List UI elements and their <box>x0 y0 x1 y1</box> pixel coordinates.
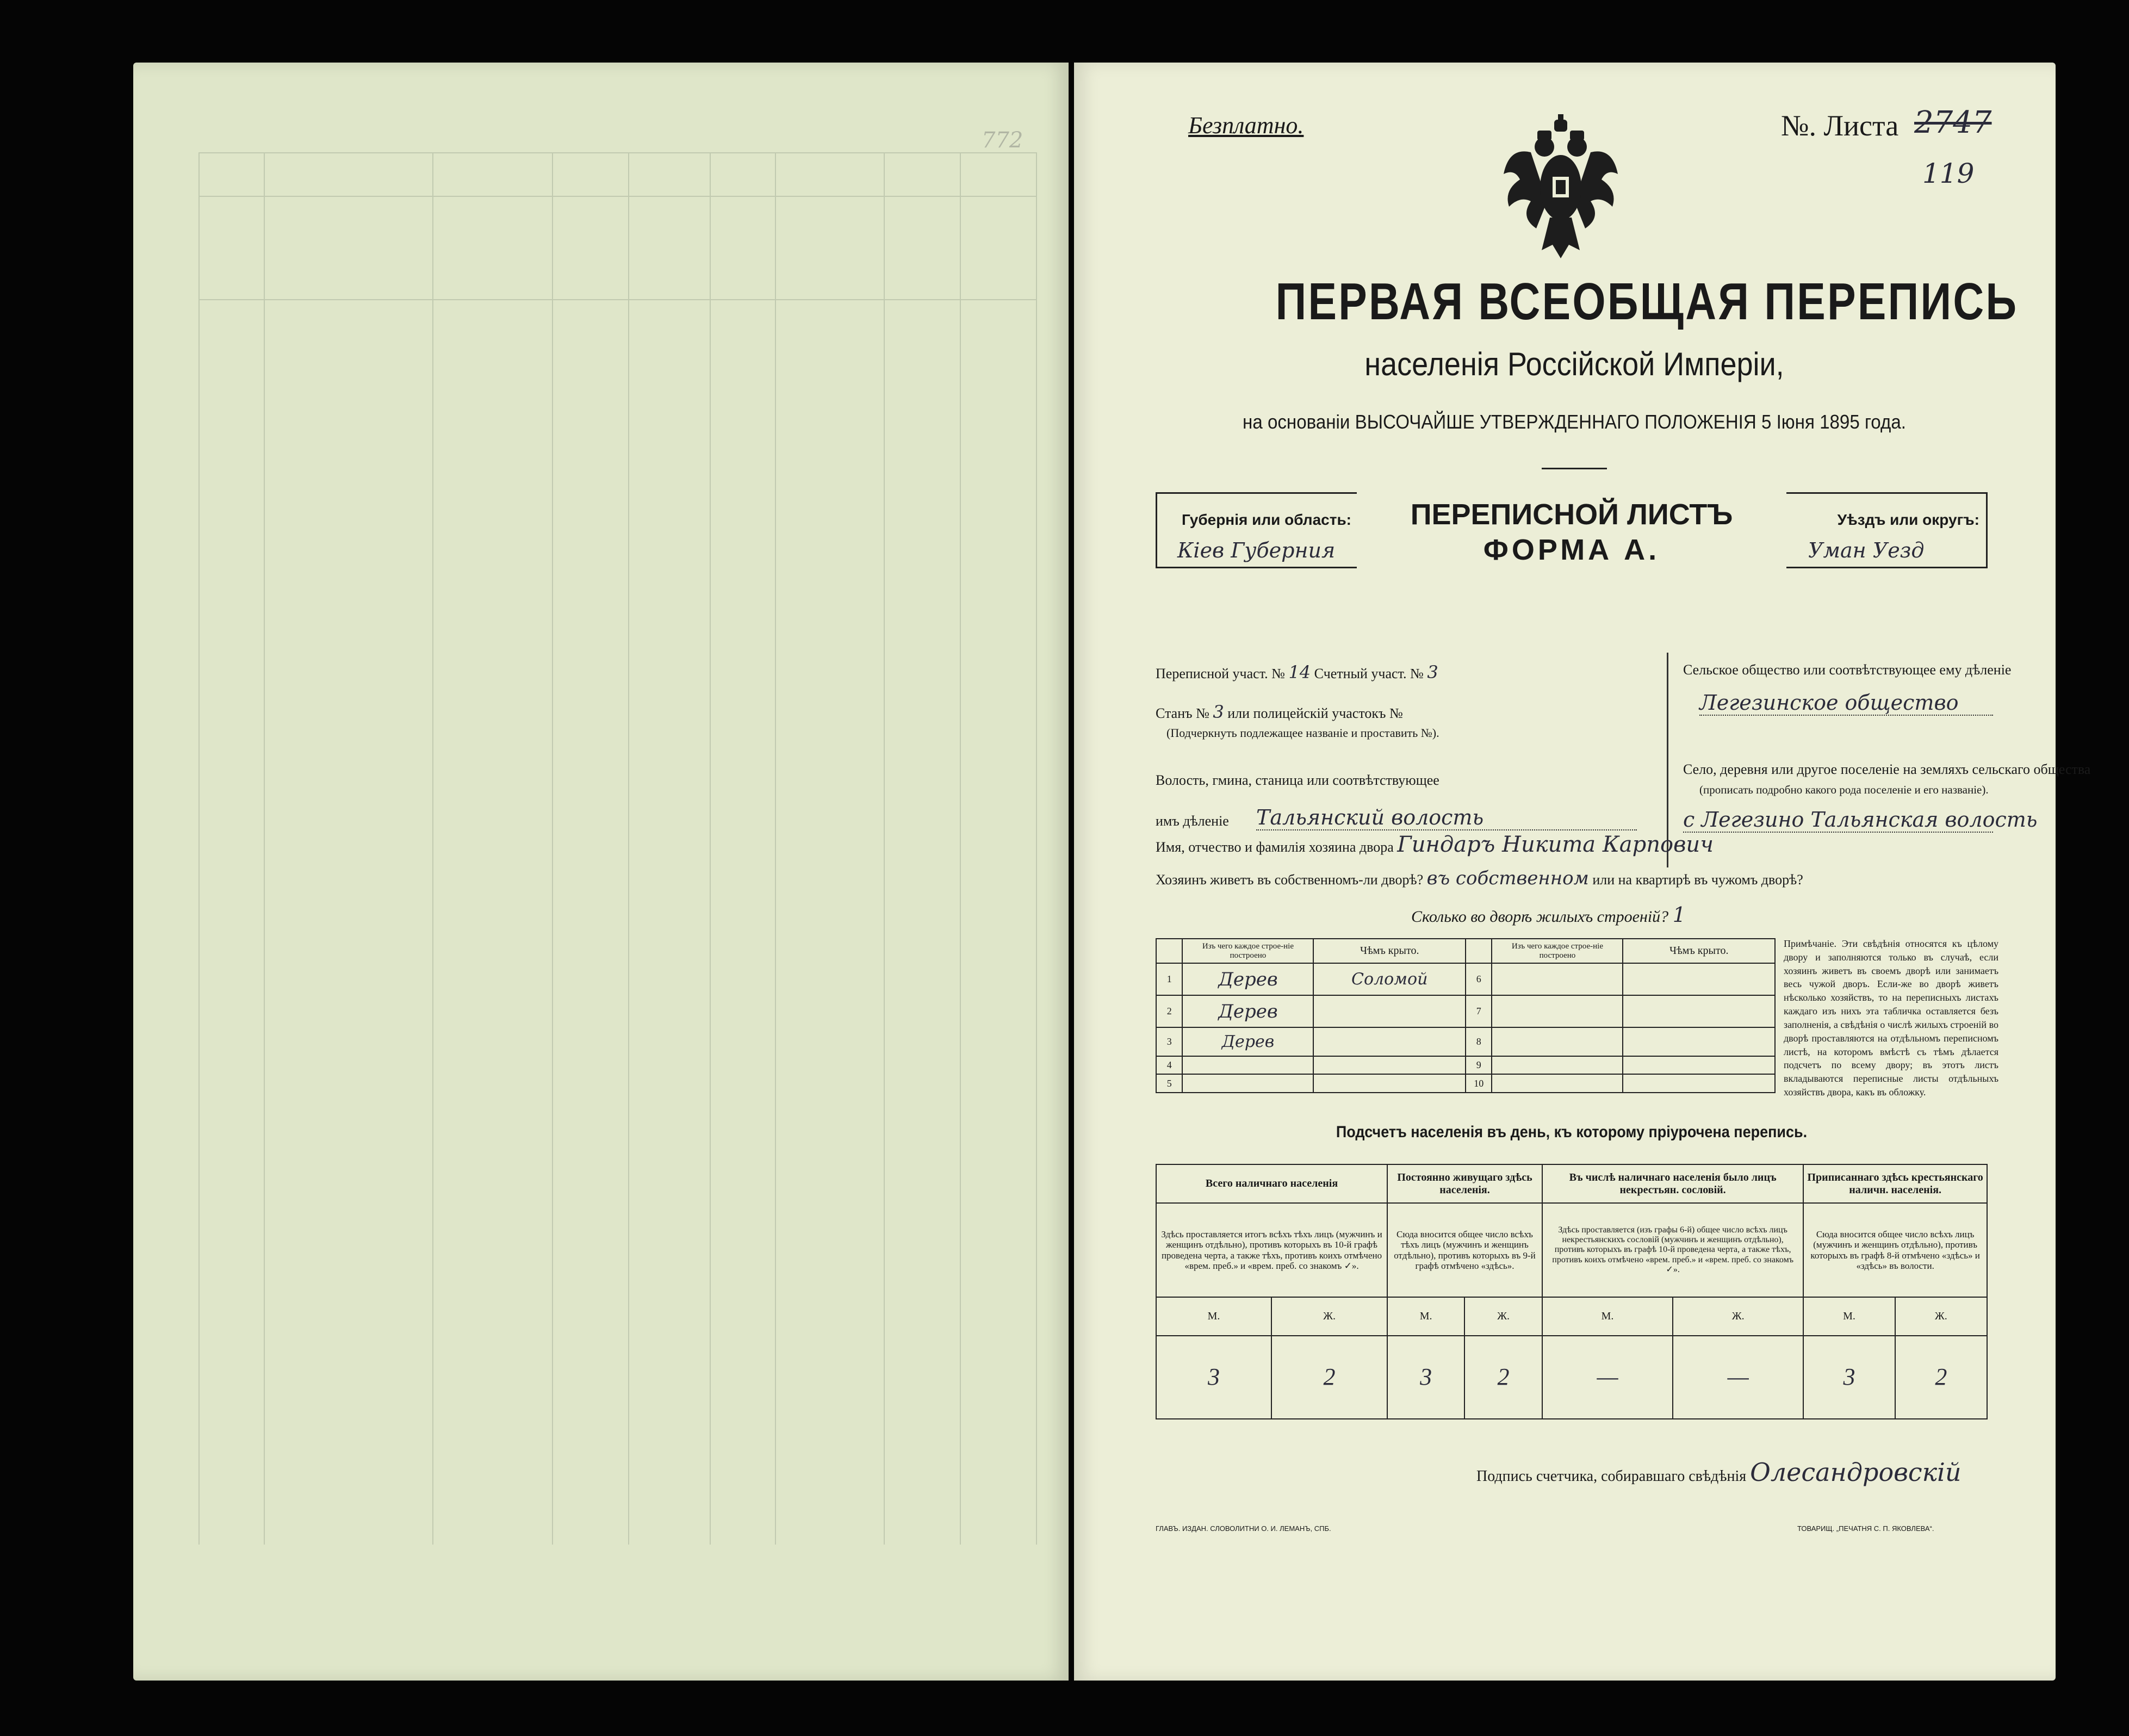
count-section-value: 3 <box>1427 662 1438 683</box>
stan-value: 3 <box>1213 702 1224 722</box>
female-label: Ж. <box>1464 1297 1542 1336</box>
bleed-through-grid <box>198 152 1036 1545</box>
row-number: 6 <box>1466 963 1492 995</box>
location-fields-left <box>1156 650 1656 846</box>
male-label: М. <box>1803 1297 1895 1336</box>
owner-lives-value: въ собственном <box>1426 867 1589 889</box>
location-fields-right <box>1683 650 2091 867</box>
table-row <box>1156 963 1775 995</box>
group-title-permanent: Постоянно живущаго здѣсь населенія. <box>1387 1164 1542 1203</box>
group-desc-nonpeasant: Здѣсь проставляется (изъ графы 6-й) общее число всѣхъ лицъ некрестьянскихъ сословій (мужчинъ и женщинъ отдѣльно), противъ которыхъ въ графѣ 10-й проведена черта, а также тѣхъ, противъ коихъ отмѣчено «врем. преб.» и «врем. преб. со знакомъ ✓». <box>1542 1203 1803 1297</box>
male-label: М. <box>1156 1297 1271 1336</box>
building-roof <box>1313 995 1466 1027</box>
table-row <box>1156 995 1775 1027</box>
printer-right: ТОВАРИЩ. „ПЕЧАТНЯ С. П. ЯКОВЛЕВА“. <box>1797 1524 1934 1533</box>
row-number: 10 <box>1466 1074 1492 1093</box>
stan-label: Станъ № <box>1156 705 1209 721</box>
building-material: Дерев <box>1182 995 1313 1027</box>
village-label: Село, деревня или другое поселеніе на земляхъ сельскаго общества <box>1683 761 2091 777</box>
underline-note: (Подчеркнуть подлежащее названіе и проставить №). <box>1166 726 1439 740</box>
subtitle: населенія Россійской Имперіи, <box>1364 346 1784 382</box>
group-title-present: Всего наличнаго населенія <box>1156 1164 1387 1203</box>
count-section-label: Счетный участ. № <box>1314 666 1424 681</box>
count-permanent-male: 3 <box>1387 1336 1464 1419</box>
male-label: М. <box>1387 1297 1464 1336</box>
owner-label: Имя, отчество и фамилія хозяина двора <box>1156 839 1394 855</box>
row-number: 4 <box>1156 1056 1182 1075</box>
buildings-col-material-2: Изъ чего каждое строе-ніе построено <box>1492 939 1623 963</box>
main-title: ПЕРВАЯ ВСЕОБЩАЯ ПЕРЕПИСЬ <box>1275 272 2019 331</box>
volost-label-2: имъ дѣленіе <box>1156 813 1229 829</box>
count-permanent-female: 2 <box>1464 1336 1542 1419</box>
row-number: 9 <box>1466 1056 1492 1075</box>
buildings-col-roof-2: Чѣмъ крыто. <box>1623 939 1775 963</box>
buildings-table <box>1156 938 1776 1093</box>
row-number: 5 <box>1156 1074 1182 1093</box>
building-roof <box>1313 1027 1466 1056</box>
group-title-registered: Приписаннаго здѣсь крестьянскаго наличн. населенія. <box>1803 1164 1987 1203</box>
population-heading: Подсчетъ населенія въ день, къ которому пріурочена перепись. <box>1336 1123 1808 1141</box>
owner-value: Гиндаръ Никита Карпович <box>1397 832 1714 857</box>
building-material <box>1182 1056 1313 1075</box>
village-value: с Легезино Тальянская волость <box>1683 808 2038 832</box>
police-label: или полицейскій участокъ № <box>1227 705 1403 721</box>
free-label: Безплатно. <box>1188 112 1304 139</box>
signature-label: Подпись счетчика, собиравшаго свѣдѣнія <box>1476 1468 1747 1485</box>
census-section-label: Переписной участ. № <box>1156 666 1285 681</box>
volost-value: Тальянский волость <box>1256 805 1637 830</box>
count-present-female: 2 <box>1271 1336 1387 1419</box>
female-label: Ж. <box>1673 1297 1803 1336</box>
buildings-col-roof: Чѣмъ крыто. <box>1313 939 1466 963</box>
building-material <box>1182 1074 1313 1093</box>
form-header-box <box>1156 492 1988 568</box>
building-roof: Соломой <box>1313 963 1466 995</box>
row-number: 3 <box>1156 1027 1182 1056</box>
printer-left: ГЛАВЪ. ИЗДАН. СЛОВОЛИТНИ О. И. ЛЕМАНЪ, СПБ. <box>1156 1524 1331 1533</box>
gubernia-label: Губернія или область: <box>1181 511 1351 528</box>
group-title-nonpeasant: Въ числѣ наличнаго населенія было лицъ некрестьян. сословій. <box>1542 1164 1803 1203</box>
sheet-number-value: 2747 <box>1914 105 1992 140</box>
building-material: Дерев <box>1182 963 1313 995</box>
row-number: 7 <box>1466 995 1492 1027</box>
count-registered-female: 2 <box>1895 1336 1987 1419</box>
count-registered-male: 3 <box>1803 1336 1895 1419</box>
row-number: 8 <box>1466 1027 1492 1056</box>
uezd-label: Уѣздъ или округъ: <box>1837 511 1979 528</box>
buildings-label: Сколько во дворѣ жилыхъ строеній? <box>1411 908 1669 926</box>
group-desc-permanent: Сюда вносится общее число всѣхъ тѣхъ лицъ (мужчинъ и женщинъ отдѣльно), противъ которыхъ въ 9-й графѣ отмѣчено «здѣсь». <box>1387 1203 1542 1297</box>
group-desc-registered: Сюда вносится общее число всѣхъ лицъ (мужчинъ и женщинъ отдѣльно), противъ которыхъ въ графѣ 8-й отмѣчено «здѣсь» и «здѣсь» въ волости. <box>1803 1203 1987 1297</box>
sheet-number-label: №. Листа <box>1781 109 1899 142</box>
basis-line: на основаніи ВЫСОЧАЙШЕ УТВЕРЖДЕННАГО ПОЛОЖЕНІЯ 5 Іюня 1895 года. <box>1243 411 1906 433</box>
table-row <box>1156 1056 1775 1075</box>
building-material: Дерев <box>1182 1027 1313 1056</box>
count-present-male: 3 <box>1156 1336 1271 1419</box>
gubernia-value: Кiев Губерния <box>1177 538 1336 562</box>
ghost-sheet-number: 772 <box>982 128 1023 153</box>
male-label: М. <box>1542 1297 1673 1336</box>
society-label: Сельское общество или соотвѣтствующее ему дѣленіе <box>1683 662 2012 678</box>
count-nonpeasant-female: — <box>1673 1336 1803 1419</box>
owner-lives-label-2: или на квартирѣ въ чужомъ дворѣ? <box>1592 872 1803 888</box>
village-note: (прописать подробно какого рода поселеніе и его названіе). <box>1699 783 1989 796</box>
buildings-col-material: Изъ чего каждое строе-ніе построено <box>1182 939 1313 963</box>
ornament-divider <box>1542 468 1607 469</box>
uezd-value: Уман Уезд <box>1808 538 1925 562</box>
right-page <box>1074 63 2091 1681</box>
building-roof <box>1313 1074 1466 1093</box>
row-number: 2 <box>1156 995 1182 1027</box>
female-label: Ж. <box>1271 1297 1387 1336</box>
owner-lives-label: Хозяинъ живетъ въ собственномъ-ли дворѣ? <box>1156 872 1424 888</box>
census-section-value: 14 <box>1288 662 1311 683</box>
buildings-value: 1 <box>1672 903 1686 927</box>
table-row <box>1156 1027 1775 1056</box>
volost-label: Волость, гмина, станица или соотвѣтствующее <box>1156 772 1439 788</box>
table-row <box>1156 1074 1775 1093</box>
left-page <box>133 63 1069 1681</box>
form-title-line1: ПЕРЕПИСНОЙ ЛИСТЪ <box>1410 498 1733 531</box>
sheet-number-corrected: 119 <box>1922 158 1975 189</box>
building-roof <box>1313 1056 1466 1075</box>
count-nonpeasant-male: — <box>1542 1336 1673 1419</box>
buildings-note: Примѣчаніе. Эти свѣдѣнія относятся къ цѣлому двору и заполняются только въ случаѣ, если хозяинъ живетъ въ своемъ дворѣ или занимаетъ весь чужой дворъ. Если-же во дворѣ живетъ нѣсколько хозяйствъ, то на переписныхъ листахъ каждаго изъ нихъ эта табличка оставляется безъ заполненія, а свѣдѣнія о числѣ жилыхъ строеній во дворѣ проставляются на отдѣльномъ переписномъ листѣ, на которомъ вмѣстѣ съ тѣмъ дѣлается подсчетъ по всему двору; въ этотъ листъ вкладываются переписные листы отдѣльныхъ хозяйствъ двора, какъ въ обложку. <box>1784 938 1998 1098</box>
row-number: 1 <box>1156 963 1182 995</box>
form-title-line2: ФОРМА А. <box>1483 534 1660 566</box>
female-label: Ж. <box>1895 1297 1987 1336</box>
signature-value: Олесандровскiй <box>1750 1458 1962 1487</box>
group-desc-present: Здѣсь проставляется итогъ всѣхъ тѣхъ лицъ (мужчинъ и женщинъ отдѣльно), противъ которыхъ въ 10-й графѣ проведена черта, а также тѣхъ, противъ коихъ отмѣчено «врем. преб.» и «врем. преб. со знакомъ ✓». <box>1156 1203 1387 1297</box>
population-table <box>1156 1164 1988 1419</box>
double-headed-eagle-icon <box>1498 114 1623 261</box>
society-value: Легезинское общество <box>1699 691 1993 716</box>
